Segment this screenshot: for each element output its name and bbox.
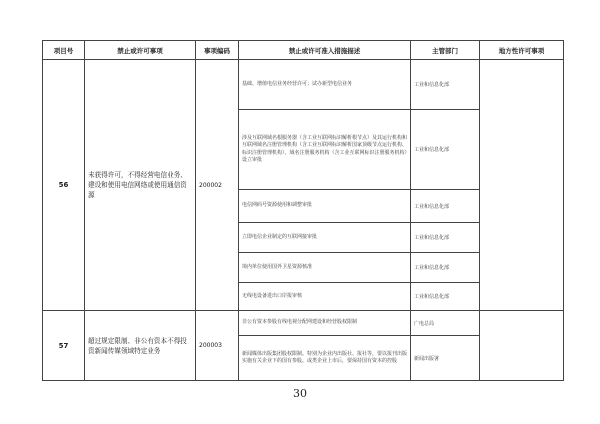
item-code: 200003: [196, 311, 239, 381]
header-item-code: 事项编码: [196, 41, 239, 60]
measure-description: 立即电信企业制定的互联网接审批: [239, 223, 411, 253]
measure-description: 基础、增值电信业务经营许可；试办新型电信业务: [239, 60, 411, 110]
measure-description: 无线电设备进出口岸报审核: [239, 283, 411, 311]
department: 工业和信息化部: [411, 190, 480, 223]
header-row: [43, 41, 564, 60]
header-local-permit: 地方性许可事项: [480, 41, 564, 60]
regulation-table: [42, 40, 564, 381]
measure-description: 电信网码号资源使用和调整审批: [239, 190, 411, 223]
table-row: [43, 60, 564, 110]
measure-description: 境内单位使用国外卫星资源核准: [239, 253, 411, 283]
item-name: 未获得许可，不得经营电信业务、建设和使用电信网络或使用通信资源: [85, 60, 196, 311]
item-name: 超过规定限制、非公有资本不得投资新闻传媒领域特定业务: [85, 311, 196, 381]
header-item-no: 项目号: [43, 41, 85, 60]
department: 广电总局: [411, 311, 480, 336]
measure-description: 涉及互联网域名根服务器（含工业互联网标识解析根节点）及其运行机构和互联网域名注册管理机构（含工业互联网标识解析国家顶级节点运行机构、标识注册管理机构）、域名注册服务机构（含工业互联网标识注册服务机构）设立审批: [239, 110, 411, 190]
measure-description: 非公有资本参股有线电视分配网建设和经营股权限制: [239, 311, 411, 336]
header-department: 主管部门: [411, 41, 480, 60]
header-measure-description: 禁止或许可准入措施描述: [239, 41, 411, 60]
header-item-name: 禁止或许可事项: [85, 41, 196, 60]
department: 工业和信息化部: [411, 283, 480, 311]
page-number: 30: [293, 387, 307, 400]
department: 工业和信息化部: [411, 223, 480, 253]
local-permit-cell: [480, 60, 564, 311]
table-row: [43, 311, 564, 336]
measure-description: 新闻媒体出版集团股权限制。特别为企业内出版社、报社等，要以报刊出版实施有关企业下的国有参股。或类企业上市后，要保持国有资本的控股: [239, 336, 411, 381]
department: 工业和信息化部: [411, 253, 480, 283]
item-code: 200002: [196, 60, 239, 311]
item-number: 56: [43, 60, 85, 311]
item-number: 57: [43, 311, 85, 381]
local-permit-cell: [480, 311, 564, 381]
department: 新闻出版署: [411, 336, 480, 381]
department: 工业和信息化部: [411, 110, 480, 190]
department: 工业和信息化部: [411, 60, 480, 110]
